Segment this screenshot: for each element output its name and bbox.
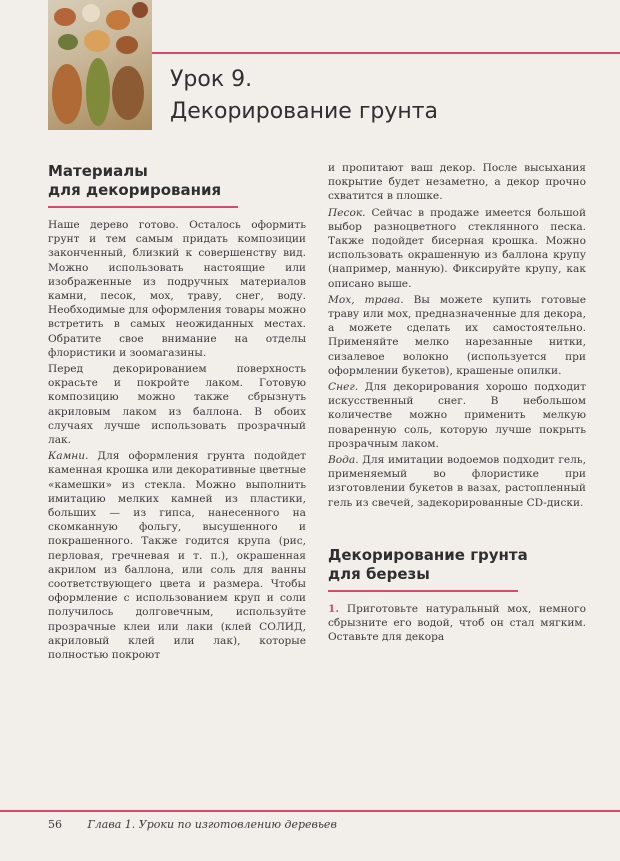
paragraph-continuation: и пропитают ваш декор. После высыхания покрытие будет незаметно, а декор прочно схватится в плошке. bbox=[328, 162, 586, 203]
right-column bbox=[328, 161, 586, 646]
paragraph-moss bbox=[328, 293, 586, 378]
chapter-title: Глава 1. Уроки по изготовлению деревьев bbox=[87, 818, 337, 831]
page-number: 56 bbox=[48, 818, 62, 831]
sand-text: Сейчас в продаже имеется большой выбор разноцветного стеклянного песка. Также подойдет бисерная крошка. Можно использовать окрашенную из баллона крупу (например, манную). Фиксируйте крупу, как описано выше. bbox=[328, 206, 586, 290]
moss-text: Вы можете купить готовые траву или мох, предназначенные для декора, а можете сделать их самостоятельно. Применяйте мелко нарезанные нитки, сизалевое волокно (используется при оформлении букетов), крашеные опилки. bbox=[328, 293, 586, 377]
snow-text: Для декорирования хорошо подходит искусственный снег. В небольшом количестве можно применить мелкую поваренную соль, которую лучше покрыть прозрачным лаком. bbox=[328, 381, 586, 450]
step-1 bbox=[328, 602, 586, 645]
lesson-subject: Декорирование грунта bbox=[170, 99, 439, 124]
term-water: Вода. bbox=[328, 454, 359, 467]
section-rule bbox=[328, 590, 518, 592]
term-sand: Песок. bbox=[328, 206, 366, 219]
paragraph-intro: Наше дерево готово. Осталось оформить грунт и тем самым придать композиции законченный, близкий к совершенству вид. Можно использовать настоящие или изображенные из подручных материалов камни, песок, мох, траву, снег, воду. Необходимые для оформления товары можно встретить в самых неожиданных местах. Обратите свое внимание на отделы флористики и зоомагазины. bbox=[48, 219, 306, 359]
stones-text: Для оформления грунта подойдет каменная крошка или декоративные цветные «камешки» из стекла. Можно выполнить имитацию мелких камней из пластики, больших — из гипса, нанесенного на скомканную фольгу, высушенного и покрашенного. Также годится крупа (рис, перловая, гречневая и т. п.), окрашенная акрилом из баллона, или соль для ванны соответствующего цвета и размера. Чтобы оформление с использованием круп и соли получилось долговечным, используйте прозрачные клеи или лаки (клей СОЛИД, акриловый клей или лак), которые полностью покроют bbox=[48, 450, 306, 662]
water-text: Для имитации водоемов подходит гель, применяемый во флористике при изготовлении букетов в вазах, растопленный гель из свечей, задекорированные CD-диски. bbox=[328, 454, 586, 509]
term-snow: Снег. bbox=[328, 381, 359, 394]
section-title-line: Материалы bbox=[48, 162, 148, 180]
footer-rule bbox=[0, 810, 620, 812]
section-title-birch bbox=[328, 546, 586, 592]
step-number: 1. bbox=[328, 602, 340, 615]
section-title-materials bbox=[48, 162, 306, 208]
paragraph-snow bbox=[328, 380, 586, 451]
paragraph-sand bbox=[328, 206, 586, 291]
term-moss: Мох, трава. bbox=[328, 293, 404, 306]
section-rule bbox=[48, 206, 238, 208]
section-title-line: для березы bbox=[328, 564, 430, 583]
header-rule bbox=[152, 52, 620, 54]
step-text: Приготовьте натуральный мох, немного сбрызните его водой, чтоб он стал мягким. Оставьте для декора bbox=[328, 602, 586, 644]
page-footer bbox=[48, 818, 337, 831]
left-column bbox=[48, 162, 306, 664]
decor-materials-photo bbox=[48, 0, 152, 130]
paragraph-stones bbox=[48, 449, 306, 662]
term-stones: Камни. bbox=[48, 450, 89, 463]
section-title-line: Декорирование грунта bbox=[328, 545, 528, 564]
paragraph-water bbox=[328, 453, 586, 510]
paragraph-lacquer: Перед декорированием поверхность окрасьте и покройте лаком. Готовую композицию можно также сбрызнуть акриловым лаком из баллона. В обоих случаях лучше использовать прозрачный лак. bbox=[48, 363, 306, 447]
lesson-title bbox=[170, 64, 590, 128]
lesson-number: Урок 9. bbox=[170, 67, 253, 92]
section-title-line: для декорирования bbox=[48, 181, 222, 199]
